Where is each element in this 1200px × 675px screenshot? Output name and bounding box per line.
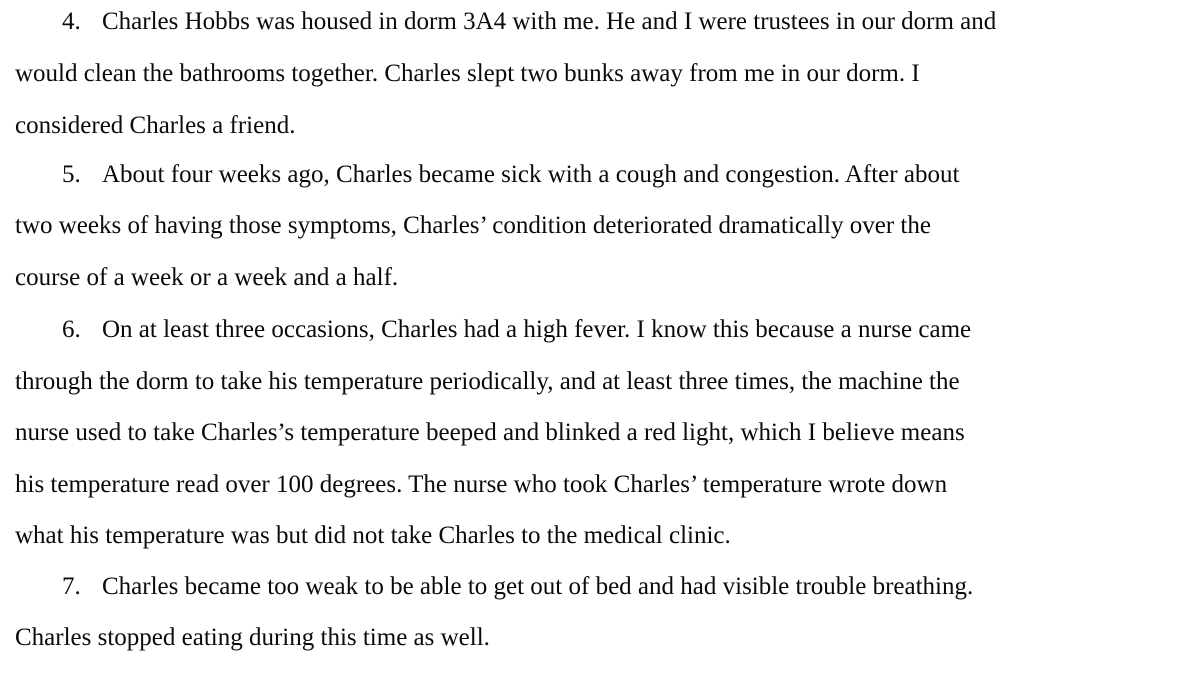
paragraph-4-line-1 <box>62 7 996 37</box>
paragraph-number: 5. <box>62 161 81 188</box>
paragraph-6-line-3: nurse used to take Charles’s temperature beeped and blinked a red light, which I believe means <box>15 419 965 446</box>
paragraph-7-line-2: Charles stopped eating during this time as well. <box>15 624 490 651</box>
paragraph-6-line-5: what his temperature was but did not take Charles to the medical clinic. <box>15 522 731 549</box>
paragraph-text: On at least three occasions, Charles had a high fever. I know this because a nurse came <box>102 316 972 343</box>
paragraph-7-line-1 <box>62 572 973 602</box>
paragraph-4-line-2: would clean the bathrooms together. Charles slept two bunks away from me in our dorm. I <box>15 60 920 87</box>
paragraph-number: 4. <box>62 8 81 35</box>
paragraph-6-line-1 <box>62 315 971 345</box>
paragraph-6-line-4: his temperature read over 100 degrees. The nurse who took Charles’ temperature wrote down <box>15 471 948 498</box>
paragraph-5-line-3: course of a week or a week and a half. <box>15 264 399 291</box>
paragraph-text: Charles became too weak to be able to get out of bed and had visible trouble breathing. <box>102 573 974 600</box>
paragraph-text: Charles Hobbs was housed in dorm 3A4 with me. He and I were trustees in our dorm and <box>102 8 997 35</box>
paragraph-number: 6. <box>62 316 81 343</box>
paragraph-5-line-1 <box>62 160 959 190</box>
paragraph-4-line-3: considered Charles a friend. <box>15 112 296 139</box>
paragraph-text: About four weeks ago, Charles became sick with a cough and congestion. After about <box>102 161 960 188</box>
paragraph-6-line-2: through the dorm to take his temperature periodically, and at least three times, the machine the <box>15 368 960 395</box>
paragraph-number: 7. <box>62 573 81 600</box>
paragraph-5-line-2: two weeks of having those symptoms, Charles’ condition deteriorated dramatically over the <box>15 212 931 239</box>
